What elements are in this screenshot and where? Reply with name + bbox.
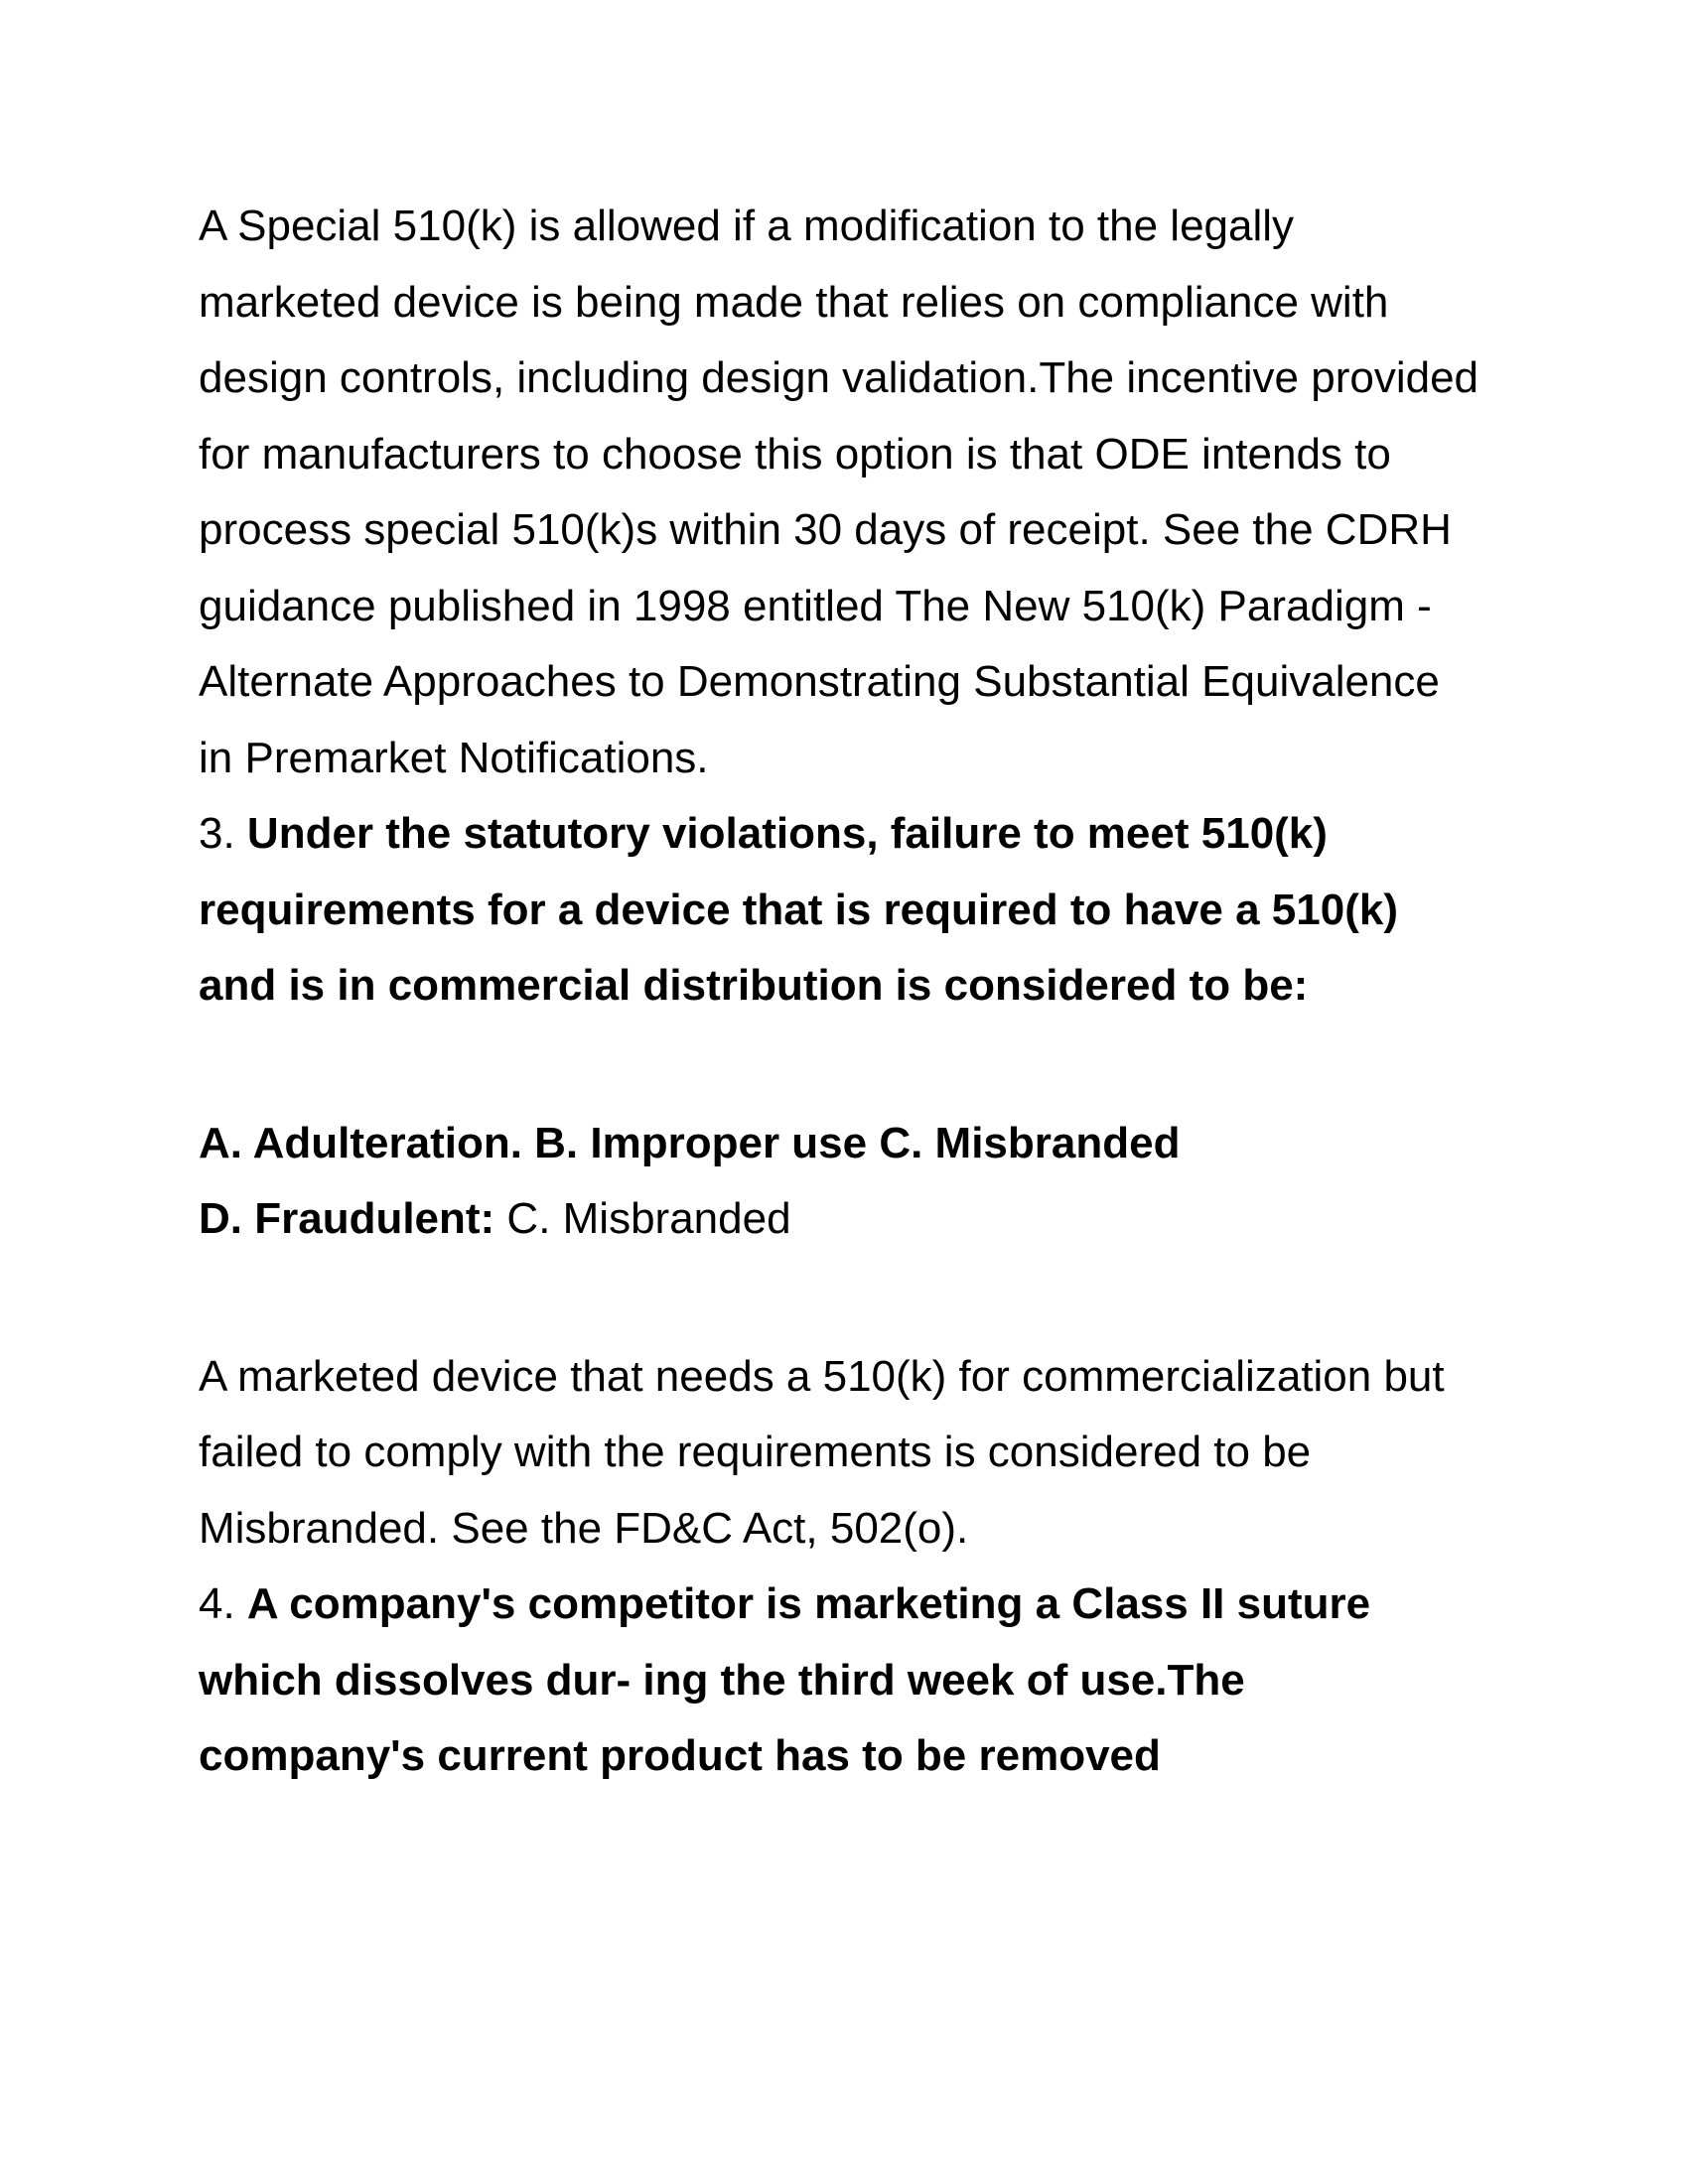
question-3-option-d: D. Fraudulent: (199, 1194, 495, 1243)
text-line: failed to comply with the requirements is considered to be (199, 1428, 1312, 1476)
question-3-number: 3. (199, 809, 247, 858)
spacer (199, 1258, 1519, 1339)
question-3-options: A. Adulteration. B. Improper use C. Misbranded (199, 1118, 1181, 1167)
question-4-line: which dissolves dur- ing the third week of use.The (199, 1655, 1245, 1705)
text-line: process special 510(k)s within 30 days of receipt. See the CDRH (199, 505, 1452, 554)
text-line: guidance published in 1998 entitled The New 510(k) Paradigm - (199, 581, 1432, 630)
question-4 (199, 1567, 1519, 1795)
question-3-options-answer (199, 1181, 1519, 1258)
question-4-number: 4. (199, 1579, 247, 1628)
question-3-line: requirements for a device that is required to have a 510(k) (199, 885, 1398, 934)
question-3-text: Under the statutory violations, failure to meet 510(k) (246, 809, 1328, 858)
question-3-answer: C. Misbranded (494, 1194, 791, 1243)
document-page (199, 189, 1519, 1795)
question-3-line (199, 796, 1519, 873)
question-3 (199, 796, 1519, 1258)
text-line: for manufacturers to choose this option is that ODE intends to (199, 429, 1391, 478)
spacer (199, 1024, 1519, 1106)
text-line: A marketed device that needs a 510(k) for commercialization but (199, 1351, 1445, 1401)
question-4-text: A company's competitor is marketing a Class II suture (246, 1579, 1371, 1628)
explanation-paragraph-misbranded (199, 1339, 1519, 1568)
question-4-line: company's current product has to be removed (199, 1731, 1161, 1780)
question-3-line: and is in commercial distribution is considered to be: (199, 961, 1309, 1010)
text-line: marketed device is being made that relies on compliance with (199, 277, 1389, 327)
text-line: Alternate Approaches to Demonstrating Substantial Equivalence (199, 657, 1440, 706)
text-line: A Special 510(k) is allowed if a modification to the legally (199, 202, 1295, 250)
explanation-paragraph-special-510k (199, 189, 1519, 796)
text-line: in Premarket Notifications. (199, 733, 709, 782)
question-4-line (199, 1567, 1519, 1643)
text-line: design controls, including design validation.The incentive provided (199, 353, 1479, 402)
text-line: Misbranded. See the FD&C Act, 502(o). (199, 1503, 969, 1553)
